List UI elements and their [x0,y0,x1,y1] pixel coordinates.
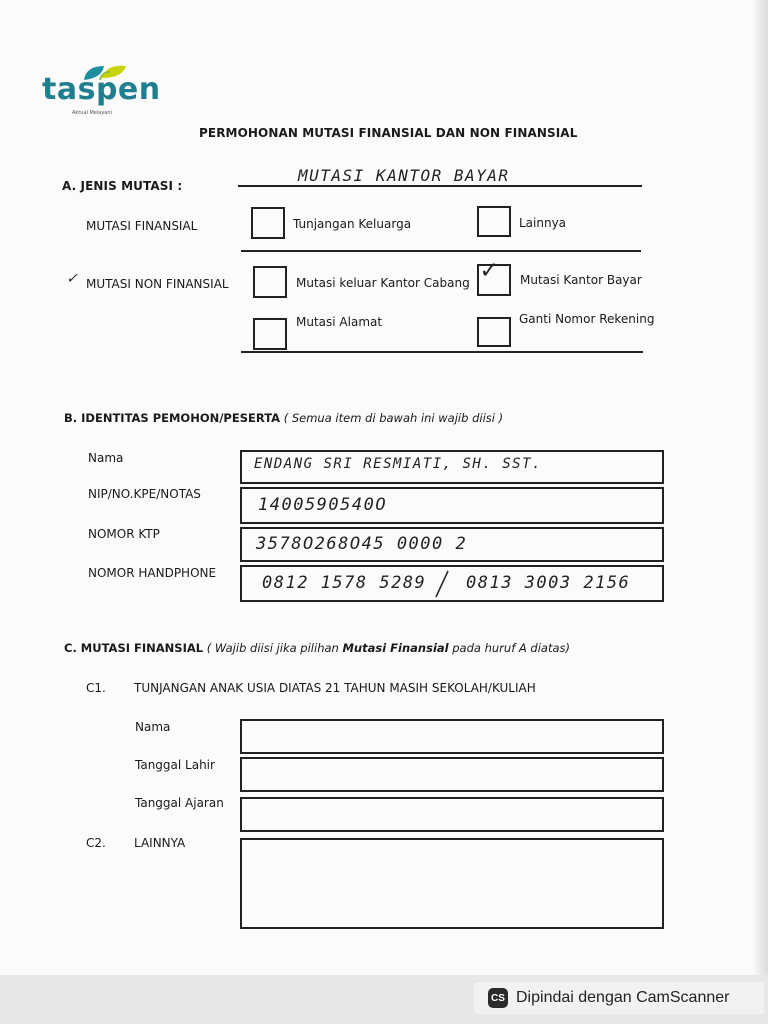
jenis-mutasi-line [238,185,642,187]
checkbox-tunjangan-keluarga[interactable] [251,207,285,239]
jenis-mutasi-handwritten: MUTASI KANTOR BAYAR [298,166,510,185]
camscanner-icon: CS [488,988,508,1008]
slash-separator-icon [432,569,452,599]
nip-label: NIP/NO.KPE/NOTAS [88,487,201,501]
mutasi-finansial-label: MUTASI FINANSIAL [86,219,198,233]
checkmark-icon: ✓ [481,255,499,285]
section-c-note-bold: Mutasi Finansial [342,641,449,655]
form-title: PERMOHONAN MUTASI FINANSIAL DAN NON FINANSIAL [199,126,578,140]
c1-tanggal-lahir-label: Tanggal Lahir [135,758,215,772]
nama-value: ENDANG SRI RESMIATI, SH. SST. [254,456,542,472]
ktp-field[interactable] [240,527,664,562]
c1-title: TUNJANGAN ANAK USIA DIATAS 21 TAHUN MASIH SEKOLAH/KULIAH [134,681,536,695]
nip-field[interactable] [240,487,664,524]
camscanner-text: Dipindai dengan CamScanner [516,989,730,1006]
checkbox-ganti-nomor-rekening[interactable] [477,317,511,347]
logo-tagline: Aktual Melayani [72,110,112,116]
nama-label: Nama [88,451,124,465]
taspen-logo: taspen [42,72,161,107]
c1-nama-field[interactable] [240,719,664,754]
section-a-divider [241,250,641,252]
c1-tanggal-ajaran-field[interactable] [240,797,664,832]
nama-field[interactable] [240,450,664,484]
section-c-heading-row [64,641,570,655]
c1-tanggal-ajaran-label: Tanggal Ajaran [135,796,224,810]
c1-number: C1. [86,681,106,695]
ktp-value: 3578O268O45 0000 2 [256,534,468,554]
option-mutasi-alamat: Mutasi Alamat [296,315,383,329]
section-b-heading-row [64,411,503,425]
section-a-bottom-line [241,351,643,353]
option-mutasi-kantor-bayar: Mutasi Kantor Bayar [520,273,642,287]
section-a-heading: A. JENIS MUTASI : [62,179,183,193]
c2-number: C2. [86,836,106,850]
c1-tanggal-lahir-field[interactable] [240,757,664,792]
section-c-note-prefix: ( Wajib diisi jika pilihan [206,641,343,655]
c2-lainnya-field[interactable] [240,838,664,929]
section-b-note: ( Semua item di bawah ini wajib diisi ) [283,411,504,425]
nip-value: 1400590540O [258,495,388,515]
checkbox-mutasi-keluar-kantor-cabang[interactable] [253,266,287,298]
handphone-label: NOMOR HANDPHONE [88,566,217,580]
option-ganti-nomor-rekening: Ganti Nomor Rekening [519,312,655,326]
option-mutasi-keluar-kantor-cabang: Mutasi keluar Kantor Cabang [296,276,470,290]
handphone-value-1: 0812 1578 5289 [262,573,427,593]
option-tunjangan-keluarga: Tunjangan Keluarga [293,217,412,231]
camscanner-badge [474,982,764,1014]
section-c-note-suffix: pada huruf A diatas) [448,641,570,655]
page-edge-shadow [752,0,768,1024]
handphone-value-2: 0813 3003 2156 [466,573,631,593]
checkbox-mutasi-alamat[interactable] [253,318,287,350]
mutasi-non-finansial-label: MUTASI NON FINANSIAL [86,277,229,291]
ktp-label: NOMOR KTP [88,527,160,541]
section-c-heading: C. MUTASI FINANSIAL [64,641,204,655]
c1-nama-label: Nama [135,720,171,734]
checkbox-lainnya[interactable] [477,206,511,237]
non-financial-tick: ✓ [67,268,79,287]
option-lainnya: Lainnya [519,216,567,230]
section-b-heading: B. IDENTITAS PEMOHON/PESERTA [64,411,281,425]
handphone-field[interactable] [240,565,664,602]
c2-title: LAINNYA [134,836,186,850]
